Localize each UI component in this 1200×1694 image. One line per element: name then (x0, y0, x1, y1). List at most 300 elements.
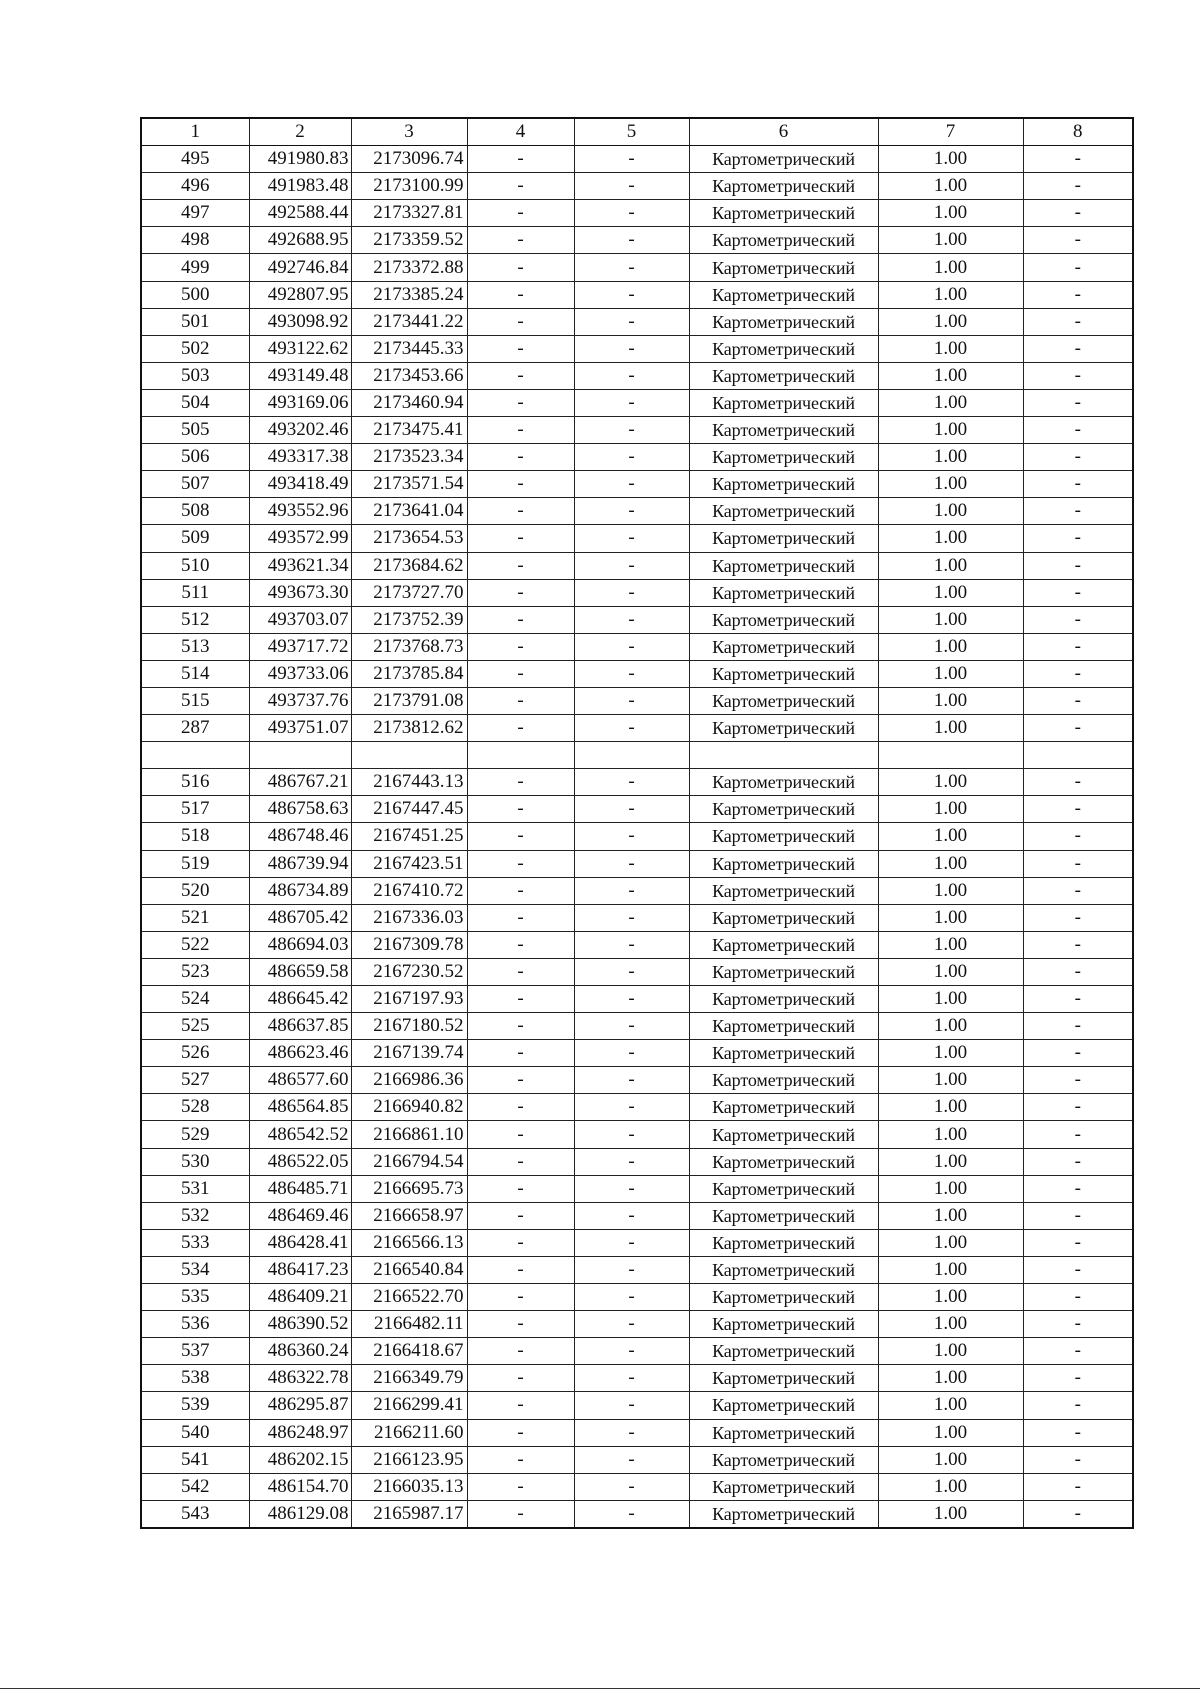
column-4-cell: - (467, 498, 574, 525)
column-5-cell: - (574, 1175, 689, 1202)
accuracy-cell: 1.00 (878, 498, 1023, 525)
table-row (141, 1338, 1133, 1365)
y-coordinate-cell: 2167197.93 (351, 986, 467, 1013)
y-coordinate-cell: 2165987.17 (351, 1500, 467, 1528)
column-8-cell: - (1023, 1392, 1133, 1419)
column-header: 5 (574, 118, 689, 146)
table-row (141, 1121, 1133, 1148)
column-5-cell: - (574, 552, 689, 579)
table-row (141, 1256, 1133, 1283)
column-4-cell: - (467, 850, 574, 877)
column-8-cell: - (1023, 1148, 1133, 1175)
point-number-cell: 528 (141, 1094, 249, 1121)
y-coordinate-cell: 2173791.08 (351, 687, 467, 714)
accuracy-cell: 1.00 (878, 335, 1023, 362)
accuracy-cell: 1.00 (878, 200, 1023, 227)
x-coordinate-cell: 493673.30 (249, 579, 351, 606)
column-4-cell: - (467, 146, 574, 173)
column-8-cell: - (1023, 1419, 1133, 1446)
column-8-cell: - (1023, 904, 1133, 931)
column-4-cell: - (467, 1311, 574, 1338)
column-4-cell (467, 742, 574, 769)
y-coordinate-cell: 2167309.78 (351, 931, 467, 958)
y-coordinate-cell: 2173523.34 (351, 444, 467, 471)
accuracy-cell: 1.00 (878, 1229, 1023, 1256)
x-coordinate-cell: 486322.78 (249, 1365, 351, 1392)
y-coordinate-cell: 2166211.60 (351, 1419, 467, 1446)
accuracy-cell: 1.00 (878, 958, 1023, 985)
column-5-cell: - (574, 525, 689, 552)
x-coordinate-cell: 491980.83 (249, 146, 351, 173)
method-cell: Картометрический (689, 1338, 878, 1365)
column-4-cell: - (467, 552, 574, 579)
x-coordinate-cell: 486542.52 (249, 1121, 351, 1148)
x-coordinate-cell: 493572.99 (249, 525, 351, 552)
column-8-cell: - (1023, 579, 1133, 606)
column-5-cell: - (574, 715, 689, 742)
x-coordinate-cell: 486637.85 (249, 1013, 351, 1040)
x-coordinate-cell: 486129.08 (249, 1500, 351, 1528)
column-4-cell: - (467, 1121, 574, 1148)
method-cell: Картометрический (689, 958, 878, 985)
method-cell: Картометрический (689, 200, 878, 227)
y-coordinate-cell: 2173445.33 (351, 335, 467, 362)
column-header: 2 (249, 118, 351, 146)
point-number-cell: 538 (141, 1365, 249, 1392)
point-number-cell: 508 (141, 498, 249, 525)
table-row (141, 1067, 1133, 1094)
column-8-cell: - (1023, 715, 1133, 742)
accuracy-cell: 1.00 (878, 471, 1023, 498)
column-8-cell: - (1023, 254, 1133, 281)
y-coordinate-cell: 2173385.24 (351, 281, 467, 308)
column-5-cell: - (574, 579, 689, 606)
method-cell: Картометрический (689, 1013, 878, 1040)
column-8-cell: - (1023, 281, 1133, 308)
table-row (141, 1419, 1133, 1446)
accuracy-cell: 1.00 (878, 173, 1023, 200)
column-8-cell: - (1023, 1256, 1133, 1283)
x-coordinate-cell: 486154.70 (249, 1473, 351, 1500)
accuracy-cell: 1.00 (878, 362, 1023, 389)
method-cell: Картометрический (689, 1419, 878, 1446)
y-coordinate-cell: 2167139.74 (351, 1040, 467, 1067)
accuracy-cell: 1.00 (878, 877, 1023, 904)
accuracy-cell: 1.00 (878, 931, 1023, 958)
x-coordinate-cell: 486409.21 (249, 1284, 351, 1311)
y-coordinate-cell: 2167410.72 (351, 877, 467, 904)
x-coordinate-cell: 491983.48 (249, 173, 351, 200)
x-coordinate-cell: 486767.21 (249, 769, 351, 796)
method-cell: Картометрический (689, 1473, 878, 1500)
table-row (141, 1202, 1133, 1229)
accuracy-cell: 1.00 (878, 1311, 1023, 1338)
y-coordinate-cell: 2173812.62 (351, 715, 467, 742)
column-4-cell: - (467, 1392, 574, 1419)
method-cell: Картометрический (689, 1256, 878, 1283)
y-coordinate-cell: 2173727.70 (351, 579, 467, 606)
method-cell: Картометрический (689, 687, 878, 714)
column-4-cell: - (467, 1284, 574, 1311)
table-row (141, 660, 1133, 687)
table-row (141, 633, 1133, 660)
column-8-cell: - (1023, 660, 1133, 687)
x-coordinate-cell: 493149.48 (249, 362, 351, 389)
x-coordinate-cell: 486202.15 (249, 1446, 351, 1473)
table-row (141, 362, 1133, 389)
x-coordinate-cell: 486248.97 (249, 1419, 351, 1446)
method-cell: Картометрический (689, 1500, 878, 1528)
point-number-cell: 505 (141, 417, 249, 444)
table-row (141, 1229, 1133, 1256)
column-header: 3 (351, 118, 467, 146)
accuracy-cell: 1.00 (878, 1365, 1023, 1392)
accuracy-cell: 1.00 (878, 1094, 1023, 1121)
method-cell: Картометрический (689, 1040, 878, 1067)
accuracy-cell: 1.00 (878, 1202, 1023, 1229)
point-number-cell: 502 (141, 335, 249, 362)
column-5-cell: - (574, 1256, 689, 1283)
column-4-cell: - (467, 986, 574, 1013)
point-number-cell: 500 (141, 281, 249, 308)
table-row (141, 850, 1133, 877)
column-5-cell: - (574, 1040, 689, 1067)
y-coordinate-cell: 2173475.41 (351, 417, 467, 444)
column-4-cell: - (467, 254, 574, 281)
table-row (141, 200, 1133, 227)
accuracy-cell: 1.00 (878, 1419, 1023, 1446)
accuracy-cell: 1.00 (878, 552, 1023, 579)
column-5-cell: - (574, 1500, 689, 1528)
column-8-cell: - (1023, 173, 1133, 200)
point-number-cell (141, 742, 249, 769)
y-coordinate-cell (351, 742, 467, 769)
point-number-cell: 536 (141, 1311, 249, 1338)
column-4-cell: - (467, 877, 574, 904)
method-cell: Картометрический (689, 335, 878, 362)
table-row (141, 1175, 1133, 1202)
column-8-cell: - (1023, 1040, 1133, 1067)
column-8-cell: - (1023, 1013, 1133, 1040)
y-coordinate-cell: 2173768.73 (351, 633, 467, 660)
column-4-cell: - (467, 1040, 574, 1067)
table-row (141, 444, 1133, 471)
method-cell: Картометрический (689, 552, 878, 579)
column-5-cell: - (574, 850, 689, 877)
x-coordinate-cell: 486577.60 (249, 1067, 351, 1094)
column-5-cell: - (574, 362, 689, 389)
table-row (141, 498, 1133, 525)
y-coordinate-cell: 2173100.99 (351, 173, 467, 200)
column-4-cell: - (467, 579, 574, 606)
method-cell: Картометрический (689, 823, 878, 850)
table-row (141, 877, 1133, 904)
column-4-cell: - (467, 1338, 574, 1365)
column-4-cell: - (467, 1446, 574, 1473)
column-5-cell: - (574, 1338, 689, 1365)
point-number-cell: 501 (141, 308, 249, 335)
y-coordinate-cell: 2166299.41 (351, 1392, 467, 1419)
table-row (141, 931, 1133, 958)
method-cell: Картометрический (689, 146, 878, 173)
y-coordinate-cell: 2166418.67 (351, 1338, 467, 1365)
x-coordinate-cell: 486739.94 (249, 850, 351, 877)
method-cell: Картометрический (689, 1094, 878, 1121)
accuracy-cell: 1.00 (878, 606, 1023, 633)
table-row (141, 1473, 1133, 1500)
method-cell: Картометрический (689, 986, 878, 1013)
column-8-cell: - (1023, 1229, 1133, 1256)
column-8-cell: - (1023, 850, 1133, 877)
column-5-cell: - (574, 1284, 689, 1311)
y-coordinate-cell: 2167451.25 (351, 823, 467, 850)
table-body (141, 118, 1133, 1528)
method-cell: Картометрический (689, 308, 878, 335)
column-5-cell: - (574, 769, 689, 796)
column-5-cell: - (574, 471, 689, 498)
accuracy-cell: 1.00 (878, 1121, 1023, 1148)
table-row (141, 606, 1133, 633)
method-cell: Картометрический (689, 904, 878, 931)
column-5-cell: - (574, 1013, 689, 1040)
column-5-cell: - (574, 417, 689, 444)
column-8-cell: - (1023, 769, 1133, 796)
method-cell: Картометрический (689, 281, 878, 308)
method-cell: Картометрический (689, 931, 878, 958)
x-coordinate-cell: 493717.72 (249, 633, 351, 660)
column-4-cell: - (467, 444, 574, 471)
table-row (141, 335, 1133, 362)
point-number-cell: 509 (141, 525, 249, 552)
point-number-cell: 519 (141, 850, 249, 877)
accuracy-cell: 1.00 (878, 687, 1023, 714)
column-8-cell: - (1023, 1338, 1133, 1365)
x-coordinate-cell: 493418.49 (249, 471, 351, 498)
accuracy-cell: 1.00 (878, 417, 1023, 444)
accuracy-cell: 1.00 (878, 796, 1023, 823)
method-cell: Картометрический (689, 796, 878, 823)
column-5-cell: - (574, 498, 689, 525)
accuracy-cell: 1.00 (878, 1500, 1023, 1528)
column-5-cell: - (574, 173, 689, 200)
accuracy-cell: 1.00 (878, 1067, 1023, 1094)
table-row (141, 254, 1133, 281)
column-4-cell: - (467, 904, 574, 931)
accuracy-cell: 1.00 (878, 1338, 1023, 1365)
column-5-cell: - (574, 335, 689, 362)
column-4-cell: - (467, 1229, 574, 1256)
column-8-cell: - (1023, 444, 1133, 471)
table-row (141, 173, 1133, 200)
column-5-cell: - (574, 281, 689, 308)
point-number-cell: 513 (141, 633, 249, 660)
x-coordinate-cell: 486295.87 (249, 1392, 351, 1419)
column-5-cell: - (574, 633, 689, 660)
point-number-cell: 511 (141, 579, 249, 606)
point-number-cell: 520 (141, 877, 249, 904)
method-cell: Картометрический (689, 579, 878, 606)
y-coordinate-cell: 2166658.97 (351, 1202, 467, 1229)
point-number-cell: 517 (141, 796, 249, 823)
point-number-cell: 542 (141, 1473, 249, 1500)
point-number-cell: 539 (141, 1392, 249, 1419)
column-8-cell: - (1023, 552, 1133, 579)
column-8-cell: - (1023, 471, 1133, 498)
column-8-cell: - (1023, 1284, 1133, 1311)
column-4-cell: - (467, 687, 574, 714)
accuracy-cell: 1.00 (878, 254, 1023, 281)
column-8-cell: - (1023, 931, 1133, 958)
method-cell: Картометрический (689, 1121, 878, 1148)
point-number-cell: 527 (141, 1067, 249, 1094)
method-cell: Картометрический (689, 606, 878, 633)
y-coordinate-cell: 2173571.54 (351, 471, 467, 498)
column-4-cell: - (467, 1365, 574, 1392)
y-coordinate-cell: 2173372.88 (351, 254, 467, 281)
accuracy-cell: 1.00 (878, 1256, 1023, 1283)
column-4-cell: - (467, 1473, 574, 1500)
column-5-cell: - (574, 389, 689, 416)
accuracy-cell: 1.00 (878, 660, 1023, 687)
x-coordinate-cell: 486623.46 (249, 1040, 351, 1067)
method-cell: Картометрический (689, 850, 878, 877)
method-cell: Картометрический (689, 877, 878, 904)
column-8-cell: - (1023, 335, 1133, 362)
column-header: 7 (878, 118, 1023, 146)
method-cell: Картометрический (689, 1067, 878, 1094)
column-8-cell: - (1023, 1175, 1133, 1202)
column-5-cell: - (574, 1392, 689, 1419)
column-8-cell: - (1023, 498, 1133, 525)
point-number-cell: 535 (141, 1284, 249, 1311)
column-5-cell: - (574, 1148, 689, 1175)
column-5-cell: - (574, 823, 689, 850)
table-row (141, 552, 1133, 579)
column-5-cell: - (574, 931, 689, 958)
column-5-cell: - (574, 1473, 689, 1500)
accuracy-cell (878, 742, 1023, 769)
table-row (141, 417, 1133, 444)
point-number-cell: 515 (141, 687, 249, 714)
x-coordinate-cell: 486705.42 (249, 904, 351, 931)
x-coordinate-cell: 493703.07 (249, 606, 351, 633)
y-coordinate-cell: 2167443.13 (351, 769, 467, 796)
column-8-cell: - (1023, 1202, 1133, 1229)
table-row (141, 769, 1133, 796)
column-8-cell: - (1023, 1446, 1133, 1473)
column-5-cell: - (574, 986, 689, 1013)
column-8-cell: - (1023, 1311, 1133, 1338)
table-row (141, 579, 1133, 606)
column-4-cell: - (467, 335, 574, 362)
method-cell: Картометрический (689, 254, 878, 281)
y-coordinate-cell: 2173453.66 (351, 362, 467, 389)
y-coordinate-cell: 2173096.74 (351, 146, 467, 173)
accuracy-cell: 1.00 (878, 227, 1023, 254)
column-8-cell: - (1023, 308, 1133, 335)
column-5-cell: - (574, 1094, 689, 1121)
column-4-cell: - (467, 1202, 574, 1229)
point-number-cell: 506 (141, 444, 249, 471)
column-8-cell: - (1023, 200, 1133, 227)
column-5-cell: - (574, 254, 689, 281)
accuracy-cell: 1.00 (878, 281, 1023, 308)
column-4-cell: - (467, 796, 574, 823)
point-number-cell: 516 (141, 769, 249, 796)
x-coordinate-cell: 493621.34 (249, 552, 351, 579)
column-8-cell: - (1023, 687, 1133, 714)
accuracy-cell: 1.00 (878, 444, 1023, 471)
column-5-cell: - (574, 200, 689, 227)
column-8-cell: - (1023, 1094, 1133, 1121)
x-coordinate-cell: 493122.62 (249, 335, 351, 362)
accuracy-cell: 1.00 (878, 308, 1023, 335)
x-coordinate-cell: 492746.84 (249, 254, 351, 281)
column-8-cell: - (1023, 525, 1133, 552)
table-row (141, 281, 1133, 308)
column-5-cell: - (574, 606, 689, 633)
y-coordinate-cell: 2166566.13 (351, 1229, 467, 1256)
column-4-cell: - (467, 1067, 574, 1094)
column-5-cell (574, 742, 689, 769)
table-row (141, 986, 1133, 1013)
accuracy-cell: 1.00 (878, 1040, 1023, 1067)
accuracy-cell: 1.00 (878, 1175, 1023, 1202)
x-coordinate-cell: 492688.95 (249, 227, 351, 254)
x-coordinate-cell: 486734.89 (249, 877, 351, 904)
column-8-cell: - (1023, 606, 1133, 633)
point-number-cell: 540 (141, 1419, 249, 1446)
y-coordinate-cell: 2166986.36 (351, 1067, 467, 1094)
x-coordinate-cell: 486417.23 (249, 1256, 351, 1283)
point-number-cell: 534 (141, 1256, 249, 1283)
y-coordinate-cell: 2166349.79 (351, 1365, 467, 1392)
point-number-cell: 518 (141, 823, 249, 850)
column-4-cell: - (467, 958, 574, 985)
column-8-cell: - (1023, 1067, 1133, 1094)
point-number-cell: 507 (141, 471, 249, 498)
point-number-cell: 496 (141, 173, 249, 200)
point-number-cell: 495 (141, 146, 249, 173)
column-8-cell: - (1023, 633, 1133, 660)
table-row (141, 525, 1133, 552)
column-4-cell: - (467, 281, 574, 308)
table-row (141, 1148, 1133, 1175)
column-8-cell: - (1023, 823, 1133, 850)
column-5-cell: - (574, 146, 689, 173)
y-coordinate-cell: 2173359.52 (351, 227, 467, 254)
column-4-cell: - (467, 769, 574, 796)
column-4-cell: - (467, 1148, 574, 1175)
column-4-cell: - (467, 660, 574, 687)
table-header-row (141, 118, 1133, 146)
y-coordinate-cell: 2166123.95 (351, 1446, 467, 1473)
point-number-cell: 525 (141, 1013, 249, 1040)
table-row (141, 471, 1133, 498)
y-coordinate-cell: 2166035.13 (351, 1473, 467, 1500)
x-coordinate-cell: 486428.41 (249, 1229, 351, 1256)
table-row (141, 1040, 1133, 1067)
y-coordinate-cell: 2173785.84 (351, 660, 467, 687)
point-number-cell: 503 (141, 362, 249, 389)
accuracy-cell: 1.00 (878, 904, 1023, 931)
column-5-cell: - (574, 227, 689, 254)
column-8-cell: - (1023, 1500, 1133, 1528)
column-8-cell: - (1023, 1121, 1133, 1148)
table-row (141, 958, 1133, 985)
accuracy-cell: 1.00 (878, 986, 1023, 1013)
column-8-cell: - (1023, 1473, 1133, 1500)
